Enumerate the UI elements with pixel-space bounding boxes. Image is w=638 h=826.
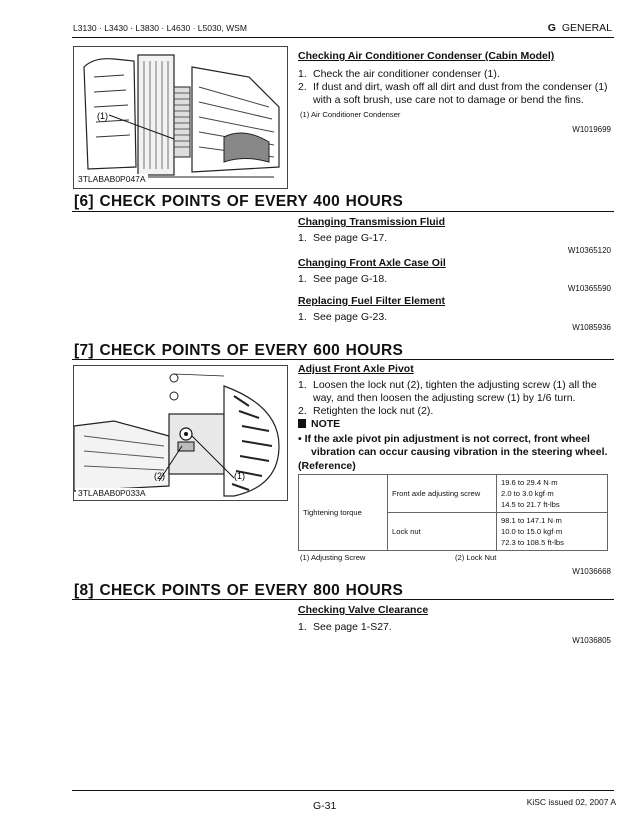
step-text: If dust and dirt, wash off all dirt and dust from the condenser (1)	[313, 81, 608, 93]
note-heading	[298, 418, 340, 430]
row-name: Lock nut	[388, 513, 497, 551]
table-row	[299, 475, 608, 513]
step-text: Check the air conditioner condenser (1).	[313, 68, 500, 80]
step-number: 2.	[298, 405, 307, 417]
condenser-title: Checking Air Conditioner Condenser (Cabin Model)	[298, 50, 555, 62]
step-number: 2.	[298, 81, 307, 93]
page-number: G-31	[313, 800, 337, 812]
reference-label: (Reference)	[298, 460, 356, 472]
condenser-step-2-cont: with a soft brush, use care not to damage or bend the fins.	[313, 94, 584, 106]
value-kgfm: 2.0 to 3.0 kgf·m	[501, 489, 554, 498]
section7-step-1	[298, 378, 614, 392]
figure2-callout-2: (2)	[154, 471, 165, 481]
figure2-callout-1: (1)	[234, 471, 245, 481]
section8-title: [8] CHECK POINTS OF EVERY 800 HOURS	[74, 582, 404, 599]
note-text-line-2: vibration can occur causing vibration in the steering wheel.	[311, 446, 608, 458]
row-name: Front axle adjusting screw	[388, 475, 497, 513]
header-section	[548, 22, 612, 34]
section7-title: [7] CHECK POINTS OF EVERY 600 HOURS	[74, 342, 404, 359]
section6-item-2-code: W10365590	[567, 284, 611, 293]
step-text: See page 1-S27.	[313, 621, 392, 633]
section7-legend-2: (2) Lock Nut	[455, 553, 497, 562]
condenser-code: W1019699	[572, 125, 611, 134]
torque-table-wrap	[298, 474, 608, 551]
step-number: 1.	[298, 68, 307, 80]
condenser-step-1	[298, 67, 610, 81]
step-number: 1.	[298, 232, 307, 244]
section6-item-3-code: W1085936	[572, 323, 611, 332]
section-letter: G	[547, 22, 556, 34]
section6-item-2-step	[298, 272, 387, 286]
note-icon	[298, 419, 306, 428]
axle-pivot-illustration	[74, 366, 287, 500]
section6-divider	[72, 211, 614, 212]
step-text: Retighten the lock nut (2).	[313, 405, 434, 417]
section8-step	[298, 620, 392, 634]
note-label: NOTE	[311, 418, 341, 430]
section7-code: W1036668	[572, 567, 611, 576]
condenser-legend: (1) Air Conditioner Condenser	[300, 110, 401, 119]
step-number: 1.	[298, 379, 307, 391]
section6-item-3-step	[298, 310, 387, 324]
footer-divider	[72, 790, 614, 791]
issue-info: KiSC issued 02, 2007 A	[526, 797, 616, 807]
step-text: See page G-17.	[313, 232, 388, 244]
row-values	[497, 513, 608, 551]
section8-code: W1036805	[572, 636, 611, 645]
header-models: L3130 · L3430 · L3830 · L4630 · L5030, WSM	[73, 23, 247, 33]
torque-table	[298, 474, 608, 551]
note-text-line-1: • If the axle pivot pin adjustment is not correct, front wheel	[298, 433, 590, 445]
section6-item-1-title: Changing Transmission Fluid	[298, 216, 446, 228]
figure1-caption: 3TLABAB0P047A	[78, 174, 146, 184]
section6-title: [6] CHECK POINTS OF EVERY 400 HOURS	[74, 193, 404, 210]
value-kgfm: 10.0 to 15.0 kgf·m	[501, 527, 563, 536]
section7-divider	[72, 359, 614, 360]
figure-axle-pivot	[73, 365, 288, 501]
section7-step-1-cont: way, and then loosen the adjusting screw (1) by 1/6 turn.	[313, 392, 576, 404]
section7-step-2	[298, 404, 433, 418]
header-divider	[72, 37, 614, 38]
section-name: GENERAL	[561, 22, 612, 34]
value-nm: 98.1 to 147.1 N·m	[501, 516, 562, 525]
section6-item-1-step	[298, 231, 387, 245]
value-ftlbs: 14.5 to 21.7 ft-lbs	[501, 500, 560, 509]
section8-item-title: Checking Valve Clearance	[298, 604, 429, 616]
figure1-callout: (1)	[97, 111, 108, 121]
value-nm: 19.6 to 29.4 N·m	[501, 478, 558, 487]
figure-condenser	[73, 46, 288, 189]
step-number: 1.	[298, 311, 307, 323]
section7-legend-1: (1) Adjusting Screw	[300, 553, 366, 562]
section6-item-2-title: Changing Front Axle Case Oil	[298, 257, 446, 269]
figure2-caption: 3TLABAB0P033A	[78, 488, 146, 498]
step-text: See page G-23.	[313, 311, 388, 323]
step-text: Loosen the lock nut (2), tighten the adjusting screw (1) all the	[313, 379, 597, 391]
value-ftlbs: 72.3 to 108.5 ft-lbs	[501, 538, 564, 547]
row-values	[497, 475, 608, 513]
section7-item-title: Adjust Front Axle Pivot	[298, 363, 414, 375]
step-text: See page G-18.	[313, 273, 388, 285]
section8-divider	[72, 599, 614, 600]
section6-item-1-code: W10365120	[567, 246, 611, 255]
step-number: 1.	[298, 273, 307, 285]
row-label: Tightening torque	[299, 475, 388, 551]
condenser-step-2	[298, 80, 613, 94]
step-number: 1.	[298, 621, 307, 633]
section6-item-3-title: Replacing Fuel Filter Element	[298, 295, 446, 307]
condenser-illustration	[74, 47, 287, 188]
